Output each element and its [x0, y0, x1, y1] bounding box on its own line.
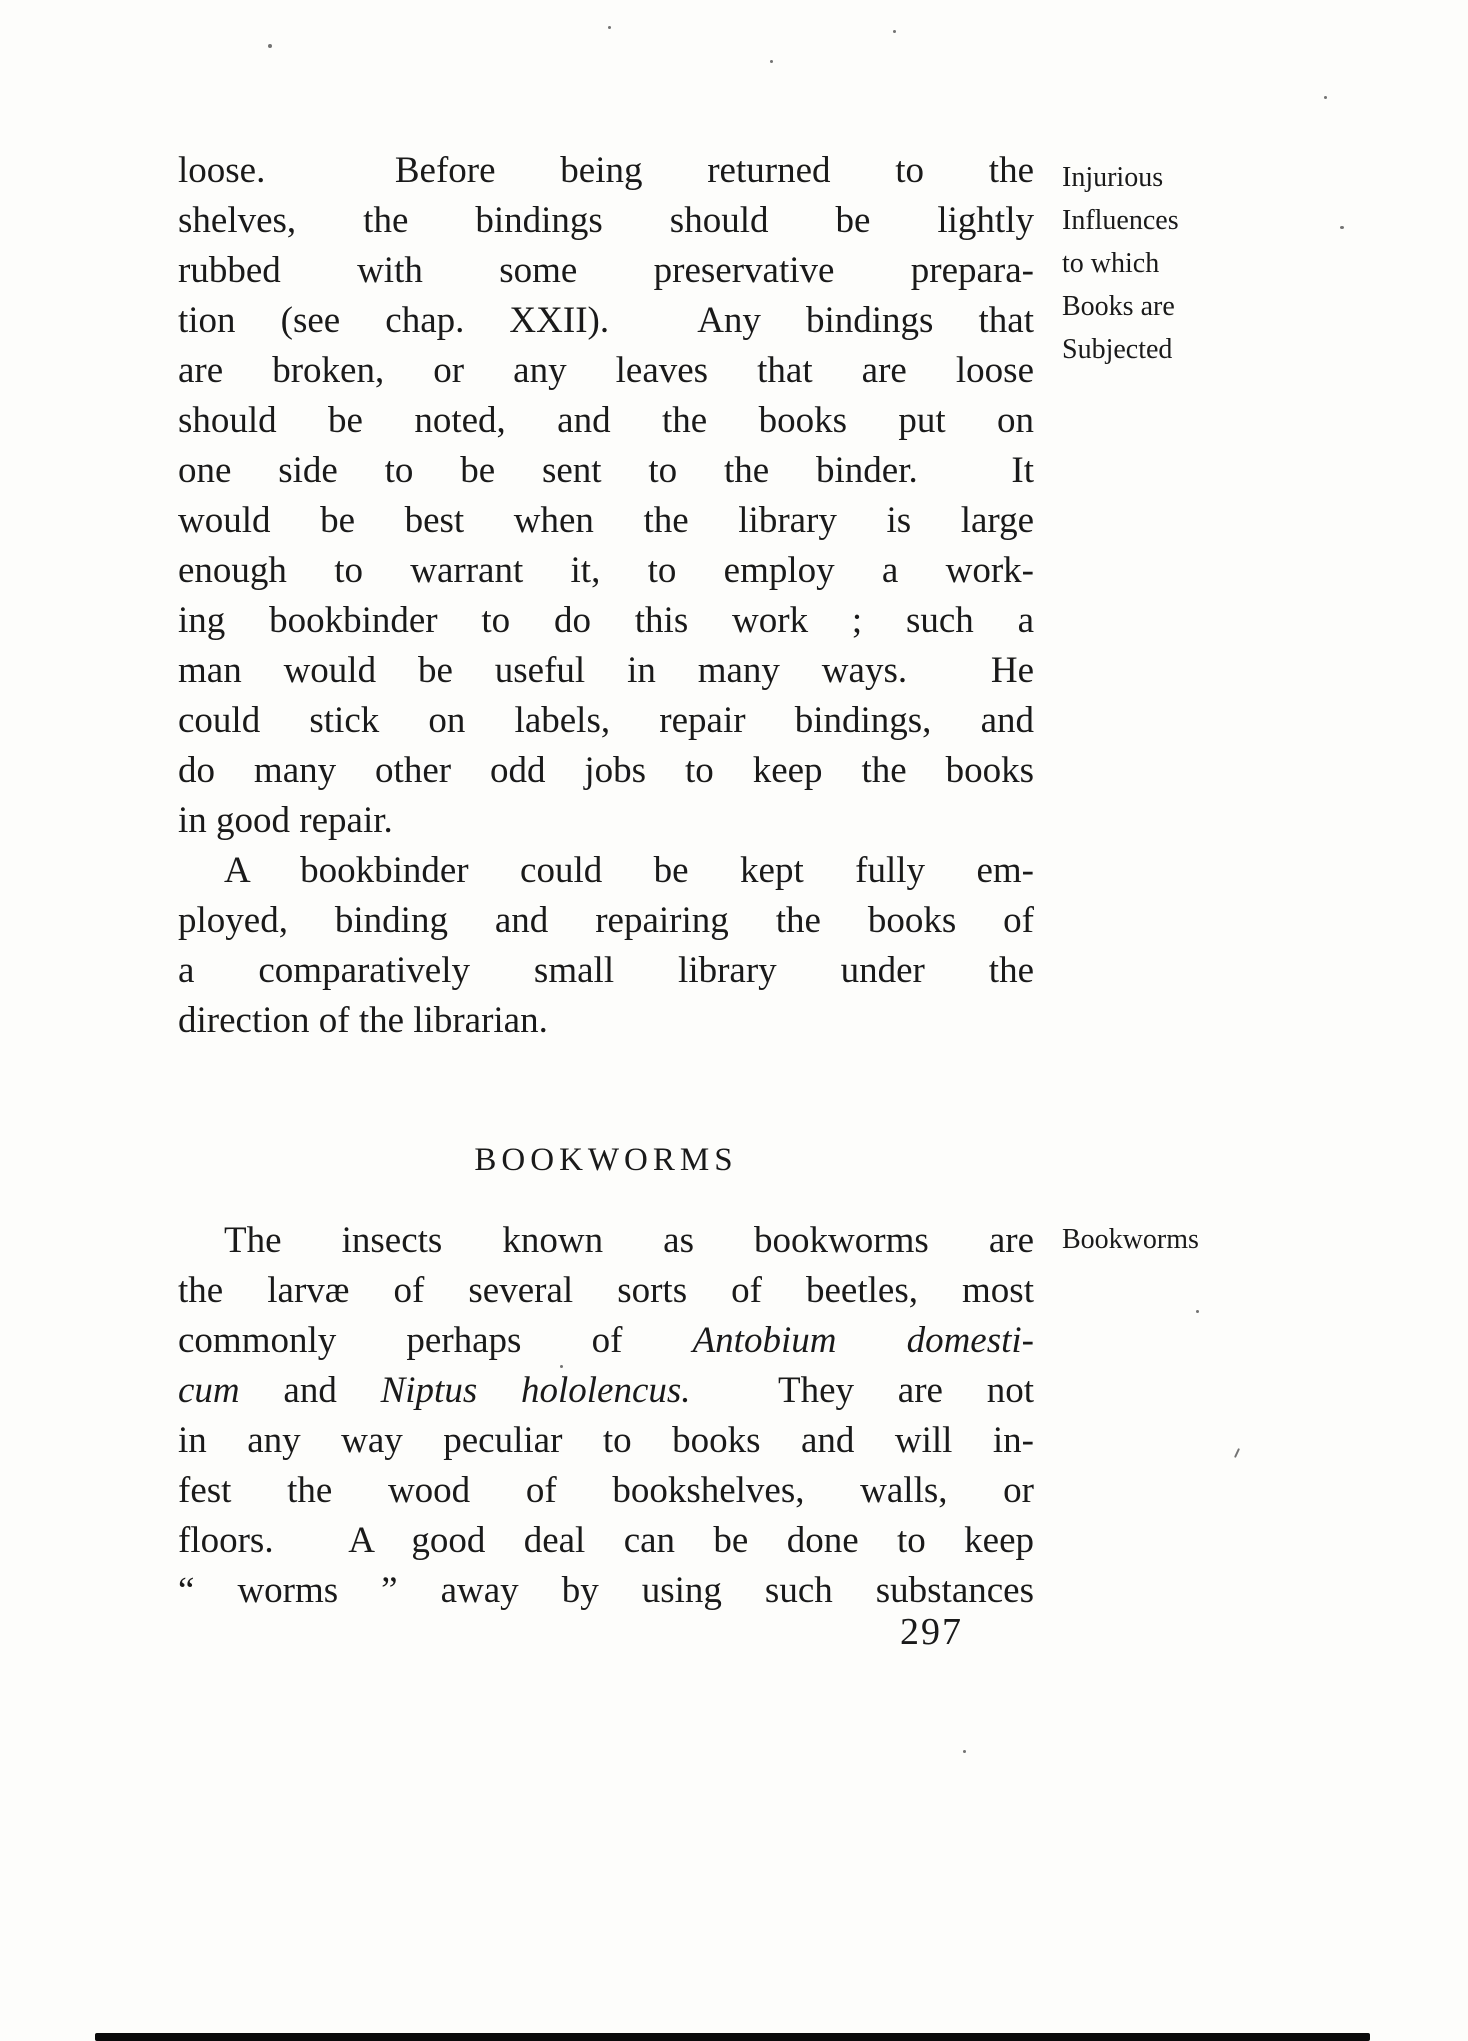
margin-note-line: Books are: [1062, 291, 1175, 322]
species-name-italic: Niptus hololencus.: [380, 1370, 691, 1411]
text-segment: and: [283, 1370, 337, 1411]
page-number: 297: [900, 1611, 963, 1653]
margin-note-line: Injurious: [1062, 162, 1164, 193]
text-line: enough to warrant it, to employ a work-: [178, 550, 1034, 591]
text-line: “ worms ” away by using such substances: [178, 1570, 1034, 1611]
scan-edge-artifact: [95, 2033, 1370, 2041]
text-line: the larvæ of several sorts of beetles, most: [178, 1270, 1034, 1311]
margin-note-line: Subjected: [1062, 334, 1173, 365]
text-line: rubbed with some preservative prepara-: [178, 250, 1034, 291]
text-line-mixed: [178, 1316, 1034, 1366]
text-line: should be noted, and the books put on: [178, 400, 1034, 441]
text-line: a comparatively small library under the: [178, 950, 1034, 991]
text-line: loose. Before being returned to the: [178, 150, 1034, 191]
text-line: are broken, or any leaves that are loose: [178, 350, 1034, 391]
text-line: ployed, binding and repairing the books of: [178, 900, 1034, 941]
bookworms-paragraph: [178, 1216, 1034, 1616]
text-line: fest the wood of bookshelves, walls, or: [178, 1470, 1034, 1511]
text-line: tion (see chap. XXII). Any bindings that: [178, 300, 1034, 341]
species-name-italic: Antobium domesti-: [692, 1320, 1034, 1361]
text-line: direction of the librarian.: [178, 1000, 548, 1041]
text-line: shelves, the bindings should be lightly: [178, 200, 1034, 241]
species-name-italic: cum: [178, 1370, 240, 1411]
margin-note-line: to which: [1062, 248, 1160, 279]
section-heading-bookworms: BOOKWORMS: [474, 1142, 738, 1178]
text-line: could stick on labels, repair bindings, and: [178, 700, 1034, 741]
body-text-column: [178, 146, 1034, 1046]
text-line: man would be useful in many ways. He: [178, 650, 1034, 691]
text-line: The insects known as bookworms are: [224, 1220, 1034, 1261]
text-line: in any way peculiar to books and will in-: [178, 1420, 1034, 1461]
text-line: in good repair.: [178, 800, 393, 841]
text-line-mixed: [178, 1366, 1034, 1416]
text-line: floors. A good deal can be done to keep: [178, 1520, 1034, 1561]
text-line: ing bookbinder to do this work ; such a: [178, 600, 1034, 641]
text-segment: commonly perhaps of: [178, 1320, 623, 1361]
text-line: one side to be sent to the binder. It: [178, 450, 1034, 491]
margin-note-bookworms: Bookworms: [1062, 1224, 1199, 1255]
margin-note-injurious-influences: [1062, 156, 1262, 371]
text-line: would be best when the library is large: [178, 500, 1034, 541]
margin-note-line: Influences: [1062, 205, 1179, 236]
text-line: do many other odd jobs to keep the books: [178, 750, 1034, 791]
text-segment: They are not: [734, 1370, 1034, 1411]
text-line: A bookbinder could be kept fully em-: [224, 850, 1034, 891]
